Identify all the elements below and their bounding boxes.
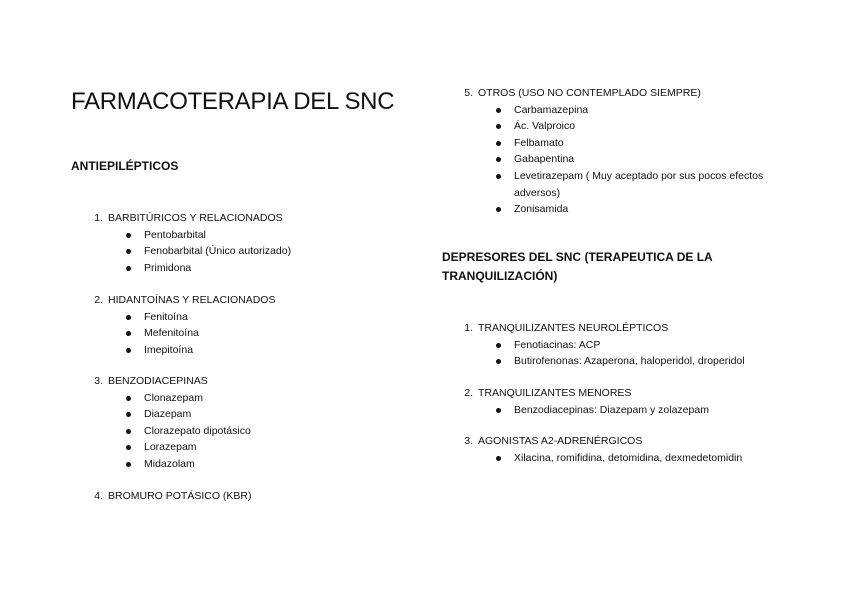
group-title <box>464 385 798 402</box>
list-item: Zonisamida <box>514 201 798 218</box>
list-group-benzodiacepinas <box>94 373 408 473</box>
bullet-icon <box>496 359 501 364</box>
list-item: Fenotiacinas: ACP <box>514 337 798 354</box>
group-title-text: BARBITÚRICOS Y RELACIONADOS <box>108 212 283 224</box>
group-number: 3. <box>94 375 103 387</box>
list-item: Xilacina, romifidina, detomidina, dexmedetomidin <box>514 450 798 467</box>
page-title: FARMACOTERAPIA DEL SNC <box>71 88 395 115</box>
group-number: 2. <box>464 387 473 399</box>
group-number: 4. <box>94 490 103 502</box>
bullet-list <box>478 337 798 370</box>
list-item: Mefenitoína <box>144 325 408 342</box>
group-number: 3. <box>464 435 473 447</box>
list-item: Carbamazepina <box>514 102 798 119</box>
group-title-text: AGONISTAS A2-ADRENÉRGICOS <box>478 435 643 447</box>
bullet-icon <box>496 456 501 461</box>
bullet-icon <box>496 207 501 212</box>
group-title <box>464 85 798 102</box>
bullet-icon <box>126 249 131 254</box>
bullet-icon <box>126 396 131 401</box>
group-title <box>94 292 408 309</box>
list-item: Gabapentina <box>514 151 798 168</box>
list-item: Butirofenonas: Azaperona, haloperidol, droperidol <box>514 353 798 370</box>
list-item: Ác. Valproico <box>514 118 798 135</box>
group-number: 1. <box>464 322 473 334</box>
list-item: Felbamato <box>514 135 798 152</box>
list-item: Lorazepam <box>144 439 408 456</box>
list-group-neurolepticos <box>464 320 798 370</box>
list-item: Clorazepato dipotásico <box>144 423 408 440</box>
list-item: Pentobarbital <box>144 227 408 244</box>
group-title <box>94 210 408 227</box>
bullet-icon <box>126 462 131 467</box>
list-group-agonistas <box>464 433 798 466</box>
list-item: Diazepam <box>144 406 408 423</box>
list-group-barbituricos <box>94 210 408 276</box>
bullet-list <box>108 227 408 277</box>
bullet-icon <box>126 266 131 271</box>
bullet-icon <box>496 124 501 129</box>
bullet-icon <box>126 429 131 434</box>
bullet-icon <box>126 412 131 417</box>
list-group-bromuro <box>94 488 408 505</box>
bullet-icon <box>496 174 501 179</box>
bullet-list <box>108 309 408 359</box>
group-title-text: HIDANTOÍNAS Y RELACIONADOS <box>108 294 276 306</box>
list-group-otros <box>464 85 798 218</box>
group-number: 1. <box>94 212 103 224</box>
group-number: 2. <box>94 294 103 306</box>
group-number: 5. <box>464 87 473 99</box>
group-title <box>94 488 408 505</box>
bullet-icon <box>126 315 131 320</box>
group-title-text: TRANQUILIZANTES MENORES <box>478 387 632 399</box>
bullet-icon <box>496 108 501 113</box>
bullet-icon <box>126 233 131 238</box>
group-title <box>94 373 408 390</box>
section-heading-depresores: DEPRESORES DEL SNC (TERAPEUTICA DE LA TRANQUILIZACIÓN) <box>442 250 713 283</box>
list-item: Fenobarbital (Único autorizado) <box>144 243 408 260</box>
list-item: Clonazepam <box>144 390 408 407</box>
bullet-list <box>478 450 798 467</box>
bullet-icon <box>496 343 501 348</box>
list-item: Midazolam <box>144 456 408 473</box>
list-group-hidantoinas <box>94 292 408 358</box>
bullet-list <box>478 402 798 419</box>
section-heading-antiepilepticos: ANTIEPILÉPTICOS <box>71 159 179 173</box>
bullet-icon <box>126 348 131 353</box>
bullet-icon <box>496 157 501 162</box>
list-group-menores <box>464 385 798 418</box>
list-item: Benzodiacepinas: Diazepam y zolazepam <box>514 402 798 419</box>
bullet-icon <box>496 408 501 413</box>
bullet-icon <box>496 141 501 146</box>
list-item: Levetirazepam ( Muy aceptado por sus pocos efectos adversos) <box>514 168 798 201</box>
group-title <box>464 433 798 450</box>
bullet-icon <box>126 331 131 336</box>
bullet-list <box>108 390 408 473</box>
bullet-list <box>478 102 798 218</box>
list-item: Imepitoína <box>144 342 408 359</box>
group-title-text: TRANQUILIZANTES NEUROLÉPTICOS <box>478 322 669 334</box>
bullet-icon <box>126 445 131 450</box>
list-item: Fenitoína <box>144 309 408 326</box>
group-title-text: OTROS (USO NO CONTEMPLADO SIEMPRE) <box>478 87 701 99</box>
group-title <box>464 320 798 337</box>
list-item: Primidona <box>144 260 408 277</box>
group-title-text: BENZODIACEPINAS <box>108 375 208 387</box>
group-title-text: BROMURO POTÁSICO (KBR) <box>108 490 252 502</box>
